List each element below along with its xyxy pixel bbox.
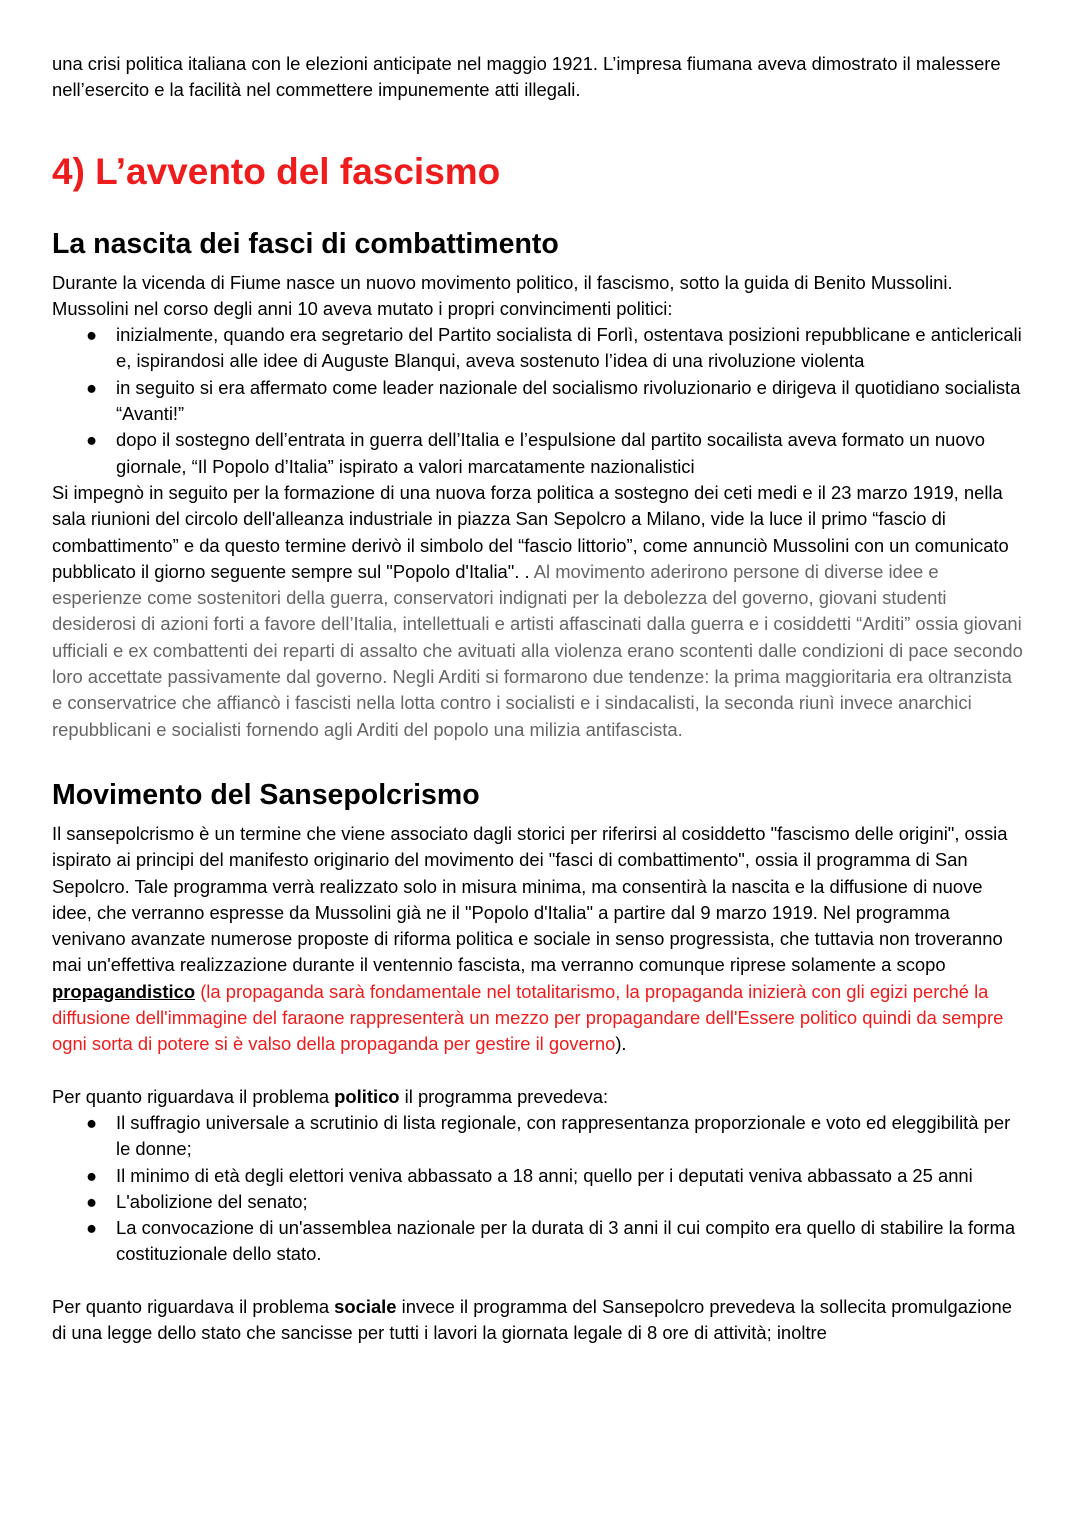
list-item xyxy=(86,1110,1026,1163)
propaganda-red-note: (la propaganda sarà fondamentale nel totalitarismo, la propaganda inizierà con gli egizi perché la diffusione dell'immagine del faraone rappresenterà un mezzo per propagandare dell'Essere politico quindi da sempre ogni sorta di potere si è valso della propaganda per gestire il governo xyxy=(52,980,1004,1055)
list-item-text: in seguito si era affermato come leader nazionale del socialismo rivoluzionario e dirigeva il quotidiano socialista “Avanti!” xyxy=(116,376,1021,425)
fasci-history-text: Si impegnò in seguito per la formazione di una nuova forza politica a sostegno dei ceti medi e il 23 marzo 1919, nella sala riunioni del circolo dell'alleanza industriale in piazza San Sepolcro a Milano, vide la luce il primo “fascio di combattimento” e da questo termine derivò il simbolo del “fascio littorio”, come annunciò Mussolini con un comunicato pubblicato il giorno seguente sempre sul "Popolo d'Italia". . xyxy=(52,481,1009,582)
list-item xyxy=(86,322,1026,375)
bullet-icon: ● xyxy=(86,376,98,398)
subsection-heading-sansepolcrismo: Movimento del Sansepolcrismo xyxy=(52,778,480,811)
list-item xyxy=(86,427,1026,480)
mussolini-bullet-list xyxy=(52,322,1026,480)
list-item xyxy=(86,375,1026,428)
political-intro-paragraph xyxy=(52,1084,1026,1110)
list-item xyxy=(86,1189,1026,1215)
paragraph-close: ). xyxy=(615,1033,627,1055)
political-bold-word: politico xyxy=(334,1085,400,1107)
sansepolcrismo-paragraph xyxy=(52,821,1026,1058)
arditi-gray-text: Al movimento aderirono persone di diverse idee e esperienze come sostenitori della guerra, conservatori indignati per la debolezza del governo, giovani studenti desiderosi di azioni forti a favore dell’Italia, intellettuali e artisti affascinati dalla guerra e i cosiddetti “Arditi” ossia giovani ufficiali e ex combattenti dei reparti di assalto che avituati alla violenza erano scontenti dalle condizioni di pace secondo loro accettate passivamente dal governo. Negli Arditi si formarono due tendenze: la prima maggioritaria era oltranzista e conservatrice che affiancò i fascisti nella lotta contro i socialisti e i sindacalisti, la seconda riunì invece anarchici repubblicani e socialisti fornendo agli Arditi del popolo una milizia antifascista. xyxy=(52,560,1023,740)
bullet-icon: ● xyxy=(86,1164,98,1186)
list-item-text: L'abolizione del senato; xyxy=(116,1190,308,1212)
bullet-icon: ● xyxy=(86,1111,98,1133)
list-item-text: La convocazione di un'assemblea nazionale per la durata di 3 anni il cui compito era quello di stabilire la forma costituzionale dello stato. xyxy=(116,1217,1016,1265)
list-item-text: dopo il sostegno dell’entrata in guerra dell’Italia e l’espulsione dal partito socailista aveva formato un nuovo giornale, “Il Popolo d’Italia” ispirato a valori marcatamente nazionalistici xyxy=(116,429,985,477)
subsection-heading-fasci: La nascita dei fasci di combattimento xyxy=(52,227,559,260)
intro-paragraph: una crisi politica italiana con le elezioni anticipate nel maggio 1921. L’impresa fiumana aveva dimostrato il malessere nell’esercito e la facilità nel commettere impunemente atti illegali. xyxy=(52,53,1001,101)
bullet-icon: ● xyxy=(86,429,98,451)
political-bullet-list xyxy=(52,1110,1026,1268)
bullet-icon: ● xyxy=(86,1190,98,1212)
list-item xyxy=(86,1215,1026,1268)
fasci-history-paragraph xyxy=(52,480,1026,743)
list-item-text: Il minimo di età degli elettori veniva abbassato a 18 anni; quello per i deputati veniva abbassato a 25 anni xyxy=(116,1164,973,1186)
social-intro-post: invece il programma del Sansepolcro prevedeva la sollecita promulgazione di una legge dello stato che sancisse per tutti i lavori la giornata legale di 8 ore di attività; inoltre xyxy=(52,1295,1012,1343)
bullet-icon: ● xyxy=(86,324,98,346)
political-intro-pre: Per quanto riguardava il problema xyxy=(52,1085,335,1107)
section-title: 4) L’avvento del fascismo xyxy=(52,150,501,192)
political-intro-post: il programma prevedeva: xyxy=(399,1085,609,1107)
fasci-lead-paragraph: Durante la vicenda di Fiume nasce un nuovo movimento politico, il fascismo, sotto la guida di Benito Mussolini. Mussolini nel corso degli anni 10 aveva mutato i propri convincimenti politici: xyxy=(52,271,953,319)
list-item-text: Il suffragio universale a scrutinio di lista regionale, con rappresentanza proporzionale e voto ed eleggibilità per le donne; xyxy=(116,1111,1011,1160)
social-paragraph xyxy=(52,1294,1026,1347)
propagandistico-emphasis: propagandistico xyxy=(52,980,196,1002)
list-item xyxy=(86,1163,1026,1189)
bullet-icon: ● xyxy=(86,1217,98,1239)
list-item-text: inizialmente, quando era segretario del Partito socialista di Forlì, ostentava posizioni repubblicane e anticlericali e, ispirandosi alle idee di Auguste Blanqui, aveva sostenuto l’idea di una rivoluzione violenta xyxy=(116,324,1022,372)
social-intro-pre: Per quanto riguardava il problema xyxy=(52,1295,335,1317)
social-bold-word: sociale xyxy=(334,1295,397,1317)
sansepolcrismo-text: Il sansepolcrismo è un termine che viene associato dagli storici per riferirsi al cosiddetto "fascismo delle origini", ossia ispirato ai principi del manifesto originario del movimento dei "fasci di combattimento", ossia il programma di San Sepolcro. Tale programma verrà realizzato solo in misura minima, ma consentirà la nascita e la diffusione di nuove idee, che verranno espresse da Mussolini già ne il "Popolo d'Italia" a partire dal 9 marzo 1919. Nel programma venivano avanzate numerose proposte di riforma politica e sociale in senso progressista, che tuttavia non troveranno mai un'effettiva realizzazione durante il ventennio fascista, ma verranno comunque riprese solamente a scopo xyxy=(52,822,1008,976)
